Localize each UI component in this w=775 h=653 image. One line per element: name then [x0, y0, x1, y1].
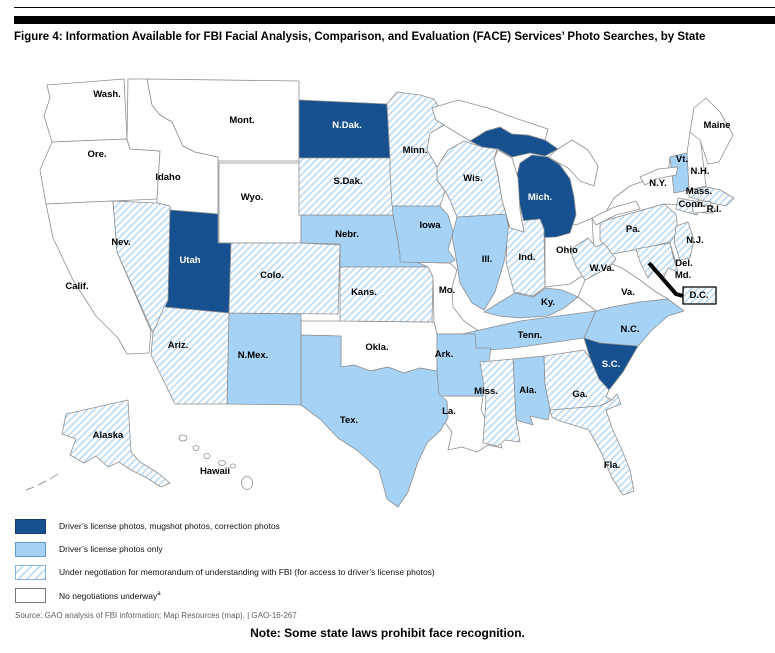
state-label-ala: Ala. [519, 385, 537, 396]
state-label-tex: Tex. [339, 415, 359, 426]
state-alaska [62, 400, 170, 487]
state-label-wash: Wash. [93, 89, 121, 100]
state-label-tenn: Tenn. [517, 330, 543, 341]
state-label-nh: N.H. [690, 166, 710, 177]
state-label-dc: D.C. [689, 290, 709, 301]
state-ill [452, 214, 509, 310]
legend-label: Driver’s license photos only [59, 544, 163, 554]
state-label-wyo: Wyo. [240, 192, 264, 203]
source-line: Source: GAO analysis of FBI information; Map Resources (map). | GAO-16-267 [15, 611, 297, 620]
state-label-ohio: Ohio [556, 245, 578, 256]
state-label-ri: R.I. [706, 204, 722, 215]
state-label-wva: W.Va. [589, 263, 615, 274]
state-label-idaho: Idaho [155, 172, 181, 183]
state-label-fla: Fla. [603, 460, 621, 471]
state-label-sdak: S.Dak. [333, 176, 363, 187]
state-label-ariz: Ariz. [167, 340, 189, 351]
state-label-nebr: Nebr. [335, 229, 359, 240]
state-label-mo: Mo. [438, 285, 456, 296]
figure-title: Figure 4: Information Available for FBI Facial Analysis, Comparison, and Evaluation (FACE) Services’ Photo Searches, by State [14, 31, 706, 43]
legend-label: Driver’s license photos, mugshot photos, correction photos [59, 521, 280, 531]
state-label-ore: Ore. [87, 149, 107, 160]
legend [15, 519, 435, 603]
hawaii-islands [179, 435, 253, 490]
state-label-miss: Miss. [474, 386, 498, 397]
state-label-colo: Colo. [260, 270, 284, 281]
state-fla [550, 394, 634, 495]
state-label-mass: Mass. [685, 186, 713, 197]
state-label-del: Del. [675, 258, 693, 269]
state-label-pa: Pa. [625, 224, 641, 235]
state-label-utah: Utah [179, 255, 201, 266]
state-label-ky: Ky. [540, 297, 556, 308]
state-label-la: La. [442, 406, 456, 417]
state-label-alaska: Alaska [92, 430, 124, 441]
state-label-calif: Calif. [65, 281, 89, 292]
legend-label: Under negotiation for memorandum of understanding with FBI (for access to driver’s license photos) [59, 567, 435, 577]
state-label-conn: Conn. [678, 199, 706, 210]
state-label-md: Md. [674, 270, 692, 281]
state-label-sc: S.C. [601, 359, 621, 370]
legend-swatch-dark-blue [15, 519, 46, 534]
state-label-ark: Ark. [434, 349, 454, 360]
legend-swatch-white [15, 588, 46, 603]
state-label-ndak: N.Dak. [332, 120, 362, 131]
state-ariz [151, 307, 229, 404]
legend-swatch-light-blue [15, 542, 46, 557]
state-wyo [219, 163, 301, 243]
legend-item-dl [15, 542, 435, 557]
legend-label: No negotiations underway$^a$ [59, 590, 161, 601]
footnote-marker: a [157, 591, 161, 598]
state-label-ny: N.Y. [649, 178, 667, 189]
state-label-minn: Minn. [402, 145, 428, 156]
state-label-ind: Ind. [518, 252, 536, 263]
state-iowa [392, 206, 455, 263]
legend-item-full [15, 519, 435, 534]
state-label-nj: N.J. [686, 235, 704, 246]
state-label-nc: N.C. [620, 324, 640, 335]
state-label-hawaii: Hawaii [199, 466, 231, 477]
note-line: Note: Some state laws prohibit face recognition. [250, 626, 525, 640]
state-label-ga: Ga. [572, 389, 588, 400]
state-label-nmex: N.Mex. [237, 350, 269, 361]
state-label-iowa: Iowa [419, 220, 441, 231]
state-label-wis: Wis. [463, 173, 483, 184]
legend-item-none [15, 588, 435, 603]
legend-swatch-hatched [15, 565, 46, 580]
state-label-ill: Ill. [481, 254, 493, 265]
state-label-va: Va. [621, 287, 635, 298]
state-label-kans: Kans. [351, 287, 377, 298]
state-label-mont: Mont. [229, 115, 255, 126]
state-label-mich: Mich. [527, 192, 553, 203]
state-miss [480, 359, 520, 446]
state-colo [229, 243, 340, 314]
state-label-vt: Vt. [675, 154, 689, 165]
legend-item-negotiation [15, 565, 435, 580]
aleutian-islands [26, 474, 58, 490]
state-label-nev: Nev. [111, 237, 131, 248]
state-label-maine: Maine [703, 120, 731, 131]
state-label-okla: Okla. [365, 342, 389, 353]
